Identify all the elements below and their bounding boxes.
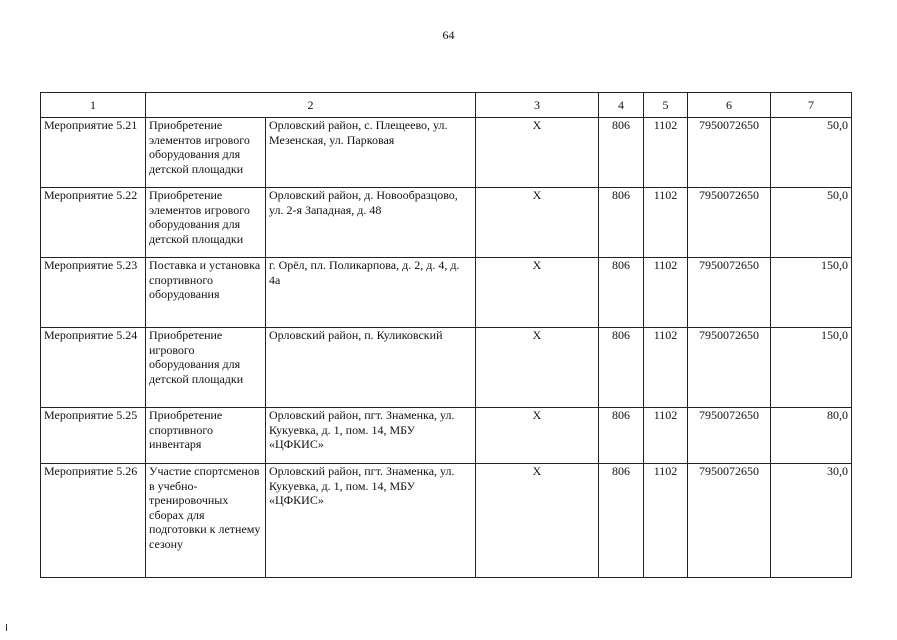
event-name-cell: Приобретение спортивного инвентаря: [146, 408, 266, 464]
col6-cell: 7950072650: [688, 328, 771, 408]
col6-cell: 7950072650: [688, 464, 771, 578]
col4-cell: 806: [599, 188, 644, 258]
col6-cell: 7950072650: [688, 258, 771, 328]
header-col-4: 4: [599, 93, 644, 118]
col6-cell: 7950072650: [688, 118, 771, 188]
event-name-cell: Участие спортсменов в учебно-тренировочных сборах для подготовки к летнему сезону: [146, 464, 266, 578]
header-col-2: 2: [146, 93, 476, 118]
col7-cell: 80,0: [771, 408, 852, 464]
event-name-cell: Поставка и установка спортивного оборудования: [146, 258, 266, 328]
col5-cell: 1102: [644, 464, 688, 578]
col5-cell: 1102: [644, 118, 688, 188]
event-cell: Мероприятие 5.23: [41, 258, 146, 328]
table-row: [41, 408, 852, 464]
col5-cell: 1102: [644, 328, 688, 408]
event-cell: Мероприятие 5.26: [41, 464, 146, 578]
col4-cell: 806: [599, 118, 644, 188]
col6-cell: 7950072650: [688, 188, 771, 258]
address-cell: Орловский район, с. Плещеево, ул. Мезенская, ул. Парковая: [266, 118, 476, 188]
event-cell: Мероприятие 5.25: [41, 408, 146, 464]
col5-cell: 1102: [644, 258, 688, 328]
address-cell: г. Орёл, пл. Поликарпова, д. 2, д. 4, д. 4а: [266, 258, 476, 328]
header-col-5: 5: [644, 93, 688, 118]
col7-cell: 50,0: [771, 188, 852, 258]
col4-cell: 806: [599, 408, 644, 464]
event-name-cell: Приобретение игрового оборудования для детской площадки: [146, 328, 266, 408]
col3-cell: Х: [476, 258, 599, 328]
event-cell: Мероприятие 5.24: [41, 328, 146, 408]
address-cell: Орловский район, пгт. Знаменка, ул. Кукуевка, д. 1, пом. 14, МБУ «ЦФКИС»: [266, 408, 476, 464]
col3-cell: Х: [476, 328, 599, 408]
table-row: [41, 118, 852, 188]
col7-cell: 150,0: [771, 258, 852, 328]
col7-cell: 30,0: [771, 464, 852, 578]
header-col-6: 6: [688, 93, 771, 118]
col7-cell: 150,0: [771, 328, 852, 408]
budget-table: [40, 92, 852, 578]
col3-cell: Х: [476, 464, 599, 578]
col3-cell: Х: [476, 408, 599, 464]
col3-cell: Х: [476, 118, 599, 188]
col3-cell: Х: [476, 188, 599, 258]
col6-cell: 7950072650: [688, 408, 771, 464]
header-col-3: 3: [476, 93, 599, 118]
event-cell: Мероприятие 5.22: [41, 188, 146, 258]
col4-cell: 806: [599, 464, 644, 578]
col7-cell: 50,0: [771, 118, 852, 188]
col5-cell: 1102: [644, 188, 688, 258]
table-row: [41, 258, 852, 328]
event-name-cell: Приобретение элементов игрового оборудования для детской площадки: [146, 188, 266, 258]
table-row: [41, 188, 852, 258]
event-name-cell: Приобретение элементов игрового оборудования для детской площадки: [146, 118, 266, 188]
table-row: [41, 328, 852, 408]
col4-cell: 806: [599, 328, 644, 408]
col5-cell: 1102: [644, 408, 688, 464]
address-cell: Орловский район, пгт. Знаменка, ул. Кукуевка, д. 1, пом. 14, МБУ «ЦФКИС»: [266, 464, 476, 578]
address-cell: Орловский район, п. Куликовский: [266, 328, 476, 408]
header-col-7: 7: [771, 93, 852, 118]
page-number: 64: [442, 28, 455, 42]
header-row: [41, 93, 852, 118]
scan-mark: [6, 624, 7, 631]
event-cell: Мероприятие 5.21: [41, 118, 146, 188]
col4-cell: 806: [599, 258, 644, 328]
table-row: [41, 464, 852, 578]
address-cell: Орловский район, д. Новообразцово, ул. 2-я Западная, д. 48: [266, 188, 476, 258]
header-col-1: 1: [41, 93, 146, 118]
